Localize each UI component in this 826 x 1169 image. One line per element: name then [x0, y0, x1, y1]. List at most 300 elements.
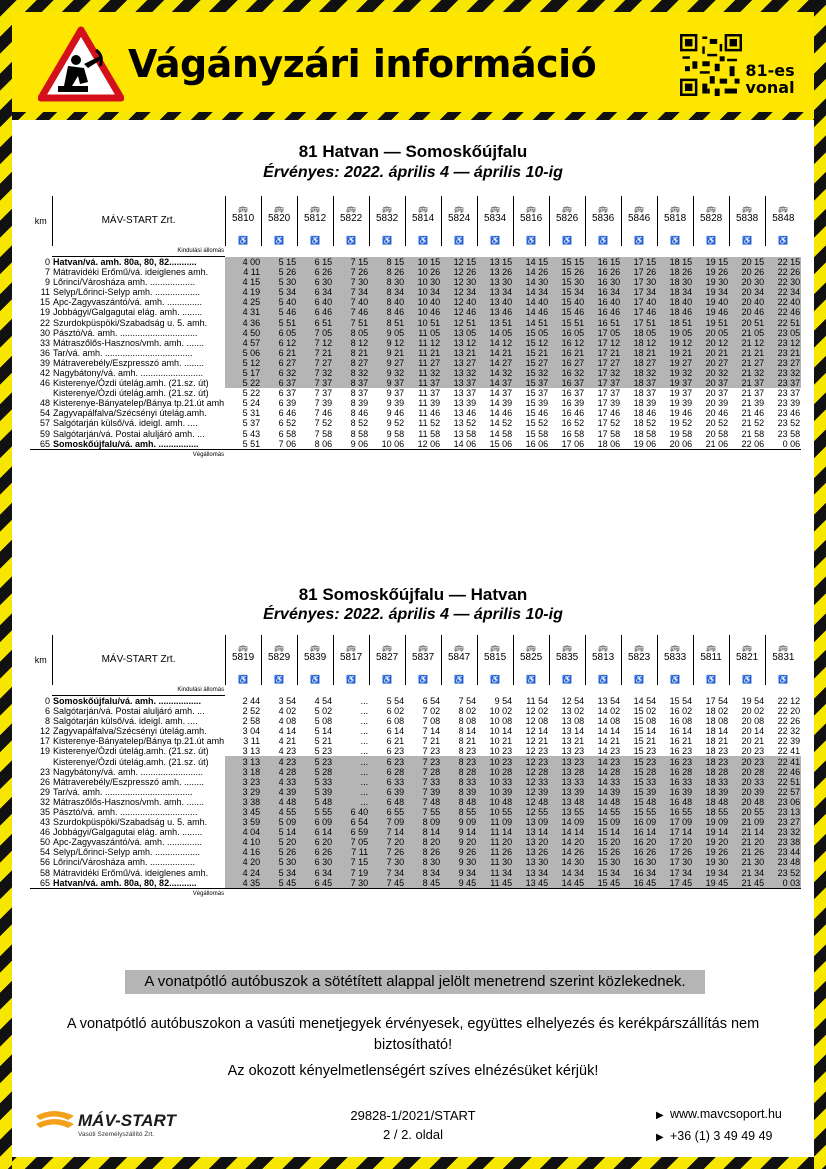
time-cell: 19 37: [669, 388, 693, 399]
phone-number[interactable]: +36 (1) 3 49 49 49: [670, 1129, 773, 1143]
time-cell: 15 54: [669, 695, 693, 706]
time-cell: 19 54: [741, 695, 765, 706]
time-cell: 6 30: [297, 277, 333, 287]
time-cell: 18 06: [597, 438, 621, 449]
time-cell: 13 37: [453, 388, 477, 399]
km-cell: 26: [39, 776, 50, 787]
time-cell: 16 06: [525, 438, 549, 449]
station-cell: Kisterenye/Ózdi útelág.amh. (21.sz. út): [53, 756, 209, 767]
time-cell: 5 24: [242, 398, 261, 409]
time-cell: 15 21: [513, 348, 549, 358]
km-cell: 32: [39, 796, 50, 807]
time-cell: 23 48: [765, 857, 801, 867]
time-cell: 9 37: [386, 388, 405, 399]
mav-start-logo: [34, 1104, 194, 1140]
time-cell: 13 23: [549, 756, 585, 766]
time-cell: 3 11: [243, 736, 261, 747]
time-cell: 8 21: [333, 348, 369, 358]
time-cell: 4 21: [278, 736, 297, 747]
time-cell: 6 23: [369, 756, 405, 766]
time-cell: 13 12: [441, 338, 477, 348]
time-cell: 20 12: [693, 338, 729, 348]
time-cell: 13 14: [561, 726, 585, 737]
station-cell: Tar/vá. amh. ...................................: [53, 786, 193, 797]
bus-icon: 🚌: [238, 204, 249, 213]
time-cell: 8 52: [350, 418, 369, 429]
table-row: [30, 847, 801, 857]
time-cell: 16 20: [621, 837, 657, 847]
accessible-icon: ♿: [274, 236, 285, 245]
time-cell: 8 40: [369, 297, 405, 307]
time-cell: 7 20: [369, 837, 405, 847]
table-row: [30, 777, 801, 787]
time-cell: 0 03: [765, 878, 801, 889]
time-cell: 14 40: [513, 297, 549, 307]
table-row: [30, 408, 801, 418]
time-cell: 6 34: [297, 287, 333, 297]
train-number: 5819: [231, 652, 255, 663]
table-row: [30, 287, 801, 297]
time-cell: 23 27: [765, 817, 801, 827]
time-cell: 7 05: [333, 837, 369, 847]
time-cell: 4 57: [225, 338, 261, 348]
table-row: [30, 756, 801, 766]
end-label-row: [30, 449, 801, 460]
time-cell: 19 26: [693, 847, 729, 857]
time-cell: 3 18: [225, 767, 261, 777]
warning-worker-icon: [38, 26, 124, 102]
time-cell: 6 40: [297, 297, 333, 307]
time-cell: 11 09: [477, 817, 513, 827]
accessible-icon: ♿: [670, 675, 681, 684]
time-cell: 15 58: [525, 428, 549, 439]
train-header: [369, 196, 405, 246]
time-cell: 23 52: [765, 868, 801, 878]
time-cell: 11 32: [405, 368, 441, 378]
time-cell: 3 38: [225, 797, 261, 807]
table-row: [30, 328, 801, 338]
accessible-icon: ♿: [706, 236, 717, 245]
bus-icon: 🚌: [634, 643, 645, 652]
time-cell: 9 32: [369, 368, 405, 378]
time-cell: 16 21: [669, 736, 693, 747]
accessible-icon: ♿: [490, 236, 501, 245]
hazard-stripe-header: [12, 112, 814, 120]
time-cell: 14 55: [585, 807, 621, 817]
time-cell: 6 58: [278, 428, 297, 439]
time-cell: 7 26: [333, 267, 369, 277]
time-cell: 18 15: [657, 257, 693, 268]
time-cell: 11 34: [477, 868, 513, 878]
time-cell: 19 46: [669, 408, 693, 419]
time-cell: 19 15: [693, 257, 729, 268]
time-cell: 6 15: [297, 257, 333, 268]
time-cell: 12 26: [441, 267, 477, 277]
table-row: [30, 767, 801, 777]
time-cell: ...: [333, 767, 369, 777]
time-cell: 17 52: [597, 418, 621, 429]
time-cell: ...: [360, 706, 369, 717]
train-header: [513, 635, 549, 685]
time-cell: 4 35: [225, 878, 261, 889]
time-cell: 4 14: [278, 726, 297, 737]
time-cell: 4 48: [261, 797, 297, 807]
time-cell: 18 21: [621, 348, 657, 358]
time-cell: 12 55: [513, 807, 549, 817]
km-cell: 12: [39, 726, 50, 737]
time-cell: 4 19: [225, 287, 261, 297]
time-cell: 22 40: [765, 297, 801, 307]
time-cell: 22 34: [765, 287, 801, 297]
time-cell: 15 23: [633, 746, 657, 757]
table-row: [30, 878, 801, 889]
bus-icon: 🚌: [310, 204, 321, 213]
time-cell: 20 06: [669, 438, 693, 449]
station-cell: Tar/vá. amh. ...................................: [53, 347, 193, 358]
time-cell: 8 34: [369, 287, 405, 297]
website-link[interactable]: www.mavcsoport.hu: [670, 1107, 782, 1121]
time-cell: 20 15: [729, 257, 765, 268]
train-header: [477, 196, 513, 246]
time-cell: 14 54: [633, 695, 657, 706]
start-label-row: [30, 685, 801, 696]
accessible-icon: ♿: [778, 675, 789, 684]
time-cell: 23 37: [777, 388, 801, 399]
km-cell: 30: [39, 327, 50, 338]
time-cell: 17 30: [621, 277, 657, 287]
station-cell: Pásztó/vá. amh. ...............................: [53, 806, 198, 817]
time-cell: 14 37: [477, 378, 513, 388]
table-row: [30, 429, 801, 439]
time-cell: 14 26: [549, 847, 585, 857]
train-number: 5836: [591, 213, 615, 224]
t2-title: 81 Somoskőújfalu — Hatvan: [298, 585, 528, 604]
time-cell: 10 23: [489, 746, 513, 757]
train-number: 5838: [735, 213, 759, 224]
time-cell: 8 30: [369, 277, 405, 287]
bus-icon: 🚌: [706, 204, 717, 213]
time-cell: 16 39: [657, 787, 693, 797]
time-cell: ...: [360, 746, 369, 757]
time-cell: 10 55: [477, 807, 513, 817]
time-cell: 16 15: [585, 257, 621, 268]
time-cell: 21 05: [729, 328, 765, 338]
km-cell: 0: [44, 256, 50, 267]
time-cell: 18 46: [657, 307, 693, 317]
time-cell: 23 32: [765, 368, 801, 378]
time-cell: 7 26: [369, 847, 405, 857]
time-cell: 9 30: [441, 857, 477, 867]
time-cell: 17 26: [621, 267, 657, 277]
time-cell: 12 21: [525, 736, 549, 747]
time-cell: 15 34: [549, 287, 585, 297]
time-cell: 7 08: [422, 716, 441, 727]
accessible-icon: ♿: [526, 675, 537, 684]
time-cell: 9 14: [441, 827, 477, 837]
table-row: [30, 696, 801, 707]
time-cell: 5 30: [261, 857, 297, 867]
bus-icon: 🚌: [274, 204, 285, 213]
station-cell: Salgótarján külső/vá. ideigl. amh. ....: [53, 716, 198, 727]
km-cell: 59: [39, 428, 50, 439]
table-row: [30, 368, 801, 378]
station-cell: Selyp/Lőrinci-Selyp amh. ..................: [53, 287, 201, 298]
time-cell: 11 52: [418, 418, 441, 429]
time-cell: 21 58: [741, 428, 765, 439]
time-cell: 8 28: [441, 767, 477, 777]
time-cell: 22 20: [777, 706, 801, 717]
hazard-stripe-bottom: [0, 1157, 826, 1169]
time-cell: 7 14: [369, 827, 405, 837]
timetable-hatvan-somoskoujfalu: [30, 196, 801, 460]
time-cell: 9 06: [350, 438, 369, 449]
time-cell: 9 12: [369, 338, 405, 348]
time-cell: 12 34: [441, 287, 477, 297]
time-cell: 20 21: [693, 348, 729, 358]
train-header: [657, 635, 693, 685]
time-cell: 8 14: [405, 827, 441, 837]
time-cell: 5 20: [261, 837, 297, 847]
time-cell: 16 40: [585, 297, 621, 307]
time-cell: 9 20: [441, 837, 477, 847]
station-cell: Kisterenye/Ózdi útelág.amh. (21.sz. út): [53, 388, 209, 399]
time-cell: 9 45: [441, 878, 477, 889]
time-cell: 14 15: [513, 257, 549, 268]
time-cell: 9 58: [386, 428, 405, 439]
train-number: 5839: [303, 652, 327, 663]
time-cell: 8 30: [405, 857, 441, 867]
time-cell: 20 40: [729, 297, 765, 307]
time-cell: 5 22: [225, 378, 261, 388]
station-cell: Jobbágyi/Galgagutai elág. amh. ........: [53, 307, 203, 318]
time-cell: 18 21: [705, 736, 729, 747]
table-row: [30, 857, 801, 867]
end-label-row: [30, 888, 801, 899]
train-number: 5837: [411, 652, 435, 663]
km-cell: 6: [44, 706, 50, 717]
accessible-icon: ♿: [418, 675, 429, 684]
time-cell: 9 37: [369, 378, 405, 388]
time-cell: 3 13: [242, 746, 261, 757]
time-cell: 21 39: [741, 398, 765, 409]
time-cell: 7 28: [405, 767, 441, 777]
accessible-icon: ♿: [382, 236, 393, 245]
time-cell: 20 28: [729, 767, 765, 777]
time-cell: 21 09: [729, 817, 765, 827]
time-cell: 14 28: [585, 767, 621, 777]
km-cell: 0: [44, 695, 50, 706]
table-row: [30, 716, 801, 726]
time-cell: 16 27: [549, 358, 585, 368]
train-header: [261, 635, 297, 685]
time-cell: ...: [360, 726, 369, 737]
time-cell: 7 37: [297, 378, 333, 388]
time-cell: 20 39: [705, 398, 729, 409]
time-cell: 15 40: [549, 297, 585, 307]
time-cell: 16 14: [621, 827, 657, 837]
time-cell: 18 12: [621, 338, 657, 348]
time-cell: 14 12: [477, 338, 513, 348]
km-cell: 17: [39, 736, 50, 747]
train-number: 5824: [447, 213, 471, 224]
time-cell: 6 14: [297, 827, 333, 837]
station-cell: Lőrinci/Városháza amh. ..................: [53, 857, 196, 868]
time-cell: 8 26: [369, 267, 405, 277]
time-cell: 10 34: [405, 287, 441, 297]
km-cell: 50: [39, 837, 50, 848]
time-cell: 7 45: [369, 878, 405, 889]
accessible-icon: ♿: [310, 236, 321, 245]
time-cell: 3 59: [225, 817, 261, 827]
station-cell: Kisterenye/Ózdi útelág.amh. (21.sz. út): [53, 746, 209, 757]
time-cell: 9 46: [386, 408, 405, 419]
table-row: [30, 348, 801, 358]
time-cell: 6 23: [386, 746, 405, 757]
time-cell: 16 52: [561, 418, 585, 429]
train-number: 5818: [663, 213, 687, 224]
train-number: 5822: [339, 213, 363, 224]
train-number: 5831: [772, 652, 795, 663]
time-cell: 11 46: [418, 408, 441, 419]
time-cell: 14 58: [489, 428, 513, 439]
time-cell: 11 05: [405, 328, 441, 338]
time-cell: 8 58: [350, 428, 369, 439]
time-cell: 11 26: [477, 847, 513, 857]
time-cell: 21 30: [729, 857, 765, 867]
time-cell: 14 34: [513, 287, 549, 297]
km-cell: 42: [39, 367, 50, 378]
time-cell: 11 58: [418, 428, 441, 439]
time-cell: 13 08: [561, 716, 585, 727]
time-cell: 10 33: [477, 777, 513, 787]
train-header: [585, 196, 621, 246]
time-cell: 4 04: [225, 827, 261, 837]
time-cell: 18 46: [633, 408, 657, 419]
time-cell: 15 23: [621, 756, 657, 766]
time-cell: 5 12: [225, 358, 261, 368]
table-row: [30, 398, 801, 408]
operator-header: MÁV-START Zrt.: [52, 196, 225, 246]
time-cell: 13 46: [477, 307, 513, 317]
time-cell: 22 46: [765, 767, 801, 777]
time-cell: 17 46: [597, 408, 621, 419]
accessible-icon: ♿: [346, 236, 357, 245]
time-cell: 19 45: [693, 878, 729, 889]
time-cell: 18 37: [633, 388, 657, 399]
time-cell: 8 27: [333, 358, 369, 368]
time-cell: 22 39: [777, 736, 801, 747]
time-cell: 17 12: [585, 338, 621, 348]
time-cell: 2 58: [242, 716, 261, 727]
time-cell: 4 54: [314, 695, 333, 706]
km-cell: 11: [40, 287, 50, 298]
time-cell: 7 34: [369, 868, 405, 878]
time-cell: 8 06: [314, 438, 333, 449]
time-cell: 7 40: [333, 297, 369, 307]
time-cell: 12 08: [525, 716, 549, 727]
time-cell: 23 46: [777, 408, 801, 419]
time-cell: 16 12: [549, 338, 585, 348]
time-cell: 7 23: [422, 746, 441, 757]
km-cell: 57: [39, 418, 50, 429]
time-cell: 12 14: [525, 726, 549, 737]
time-cell: 12 51: [441, 317, 477, 327]
time-cell: 5 31: [242, 408, 261, 419]
time-cell: 10 30: [405, 277, 441, 287]
table-row: [30, 378, 801, 388]
time-cell: 6 20: [297, 837, 333, 847]
time-cell: 6 59: [333, 827, 369, 837]
accessible-icon: ♿: [562, 236, 573, 245]
time-cell: 17 14: [657, 827, 693, 837]
time-cell: 6 30: [297, 857, 333, 867]
time-cell: 6 37: [278, 388, 297, 399]
time-cell: 7 12: [297, 338, 333, 348]
time-cell: 8 12: [333, 338, 369, 348]
time-cell: 13 58: [453, 428, 477, 439]
time-cell: 13 39: [549, 787, 585, 797]
train-number: 5812: [303, 213, 327, 224]
time-cell: 8 46: [369, 307, 405, 317]
header-row: [30, 196, 801, 246]
time-cell: 16 51: [585, 317, 621, 327]
time-cell: 12 54: [561, 695, 585, 706]
time-cell: 14 46: [489, 408, 513, 419]
timetable-somoskoujfalu-hatvan: [30, 635, 801, 899]
time-cell: 21 14: [729, 827, 765, 837]
time-cell: 11 14: [477, 827, 513, 837]
qr-code-icon[interactable]: [680, 34, 742, 96]
time-cell: 14 23: [597, 746, 621, 757]
time-cell: 18 39: [693, 787, 729, 797]
train-header: [225, 635, 261, 685]
time-cell: 17 51: [621, 317, 657, 327]
time-cell: ...: [333, 787, 369, 797]
time-cell: 2 52: [242, 706, 261, 717]
station-cell: Zagyvapálfalva/Szécsényi útelág.amh.: [53, 408, 207, 419]
time-cell: 5 26: [261, 847, 297, 857]
time-cell: 4 16: [225, 847, 261, 857]
bus-icon: 🚌: [238, 643, 249, 652]
time-cell: 18 33: [693, 777, 729, 787]
train-header: [369, 635, 405, 685]
t2-validity: Érvényes: 2022. április 4 — április 10-ig: [263, 606, 563, 623]
train-number: 5814: [411, 213, 435, 224]
table-row: [30, 837, 801, 847]
time-cell: 22 26: [765, 267, 801, 277]
time-cell: 12 06: [417, 438, 441, 449]
accessible-icon: ♿: [598, 236, 609, 245]
time-cell: 19 51: [693, 317, 729, 327]
time-cell: 12 48: [513, 797, 549, 807]
km-cell: 7: [44, 267, 50, 278]
station-cell: Mátraverebély/Eszpresszó amh. ........: [53, 776, 205, 787]
time-cell: 13 05: [441, 328, 477, 338]
station-cell: Nagybátony/vá. amh. .........................: [53, 766, 204, 777]
km-cell: 36: [39, 347, 50, 358]
header-row: [30, 635, 801, 685]
time-cell: 7 27: [297, 358, 333, 368]
time-cell: 4 50: [225, 328, 261, 338]
time-cell: 9 52: [386, 418, 405, 429]
arrow-right-icon: ▶: [656, 1110, 664, 1121]
start-label: Kindulási állomás: [52, 246, 225, 257]
accessible-icon: ♿: [382, 675, 393, 684]
time-cell: 5 34: [261, 287, 297, 297]
time-cell: 6 02: [386, 706, 405, 717]
time-cell: 15 26: [585, 847, 621, 857]
time-cell: 12 40: [441, 297, 477, 307]
